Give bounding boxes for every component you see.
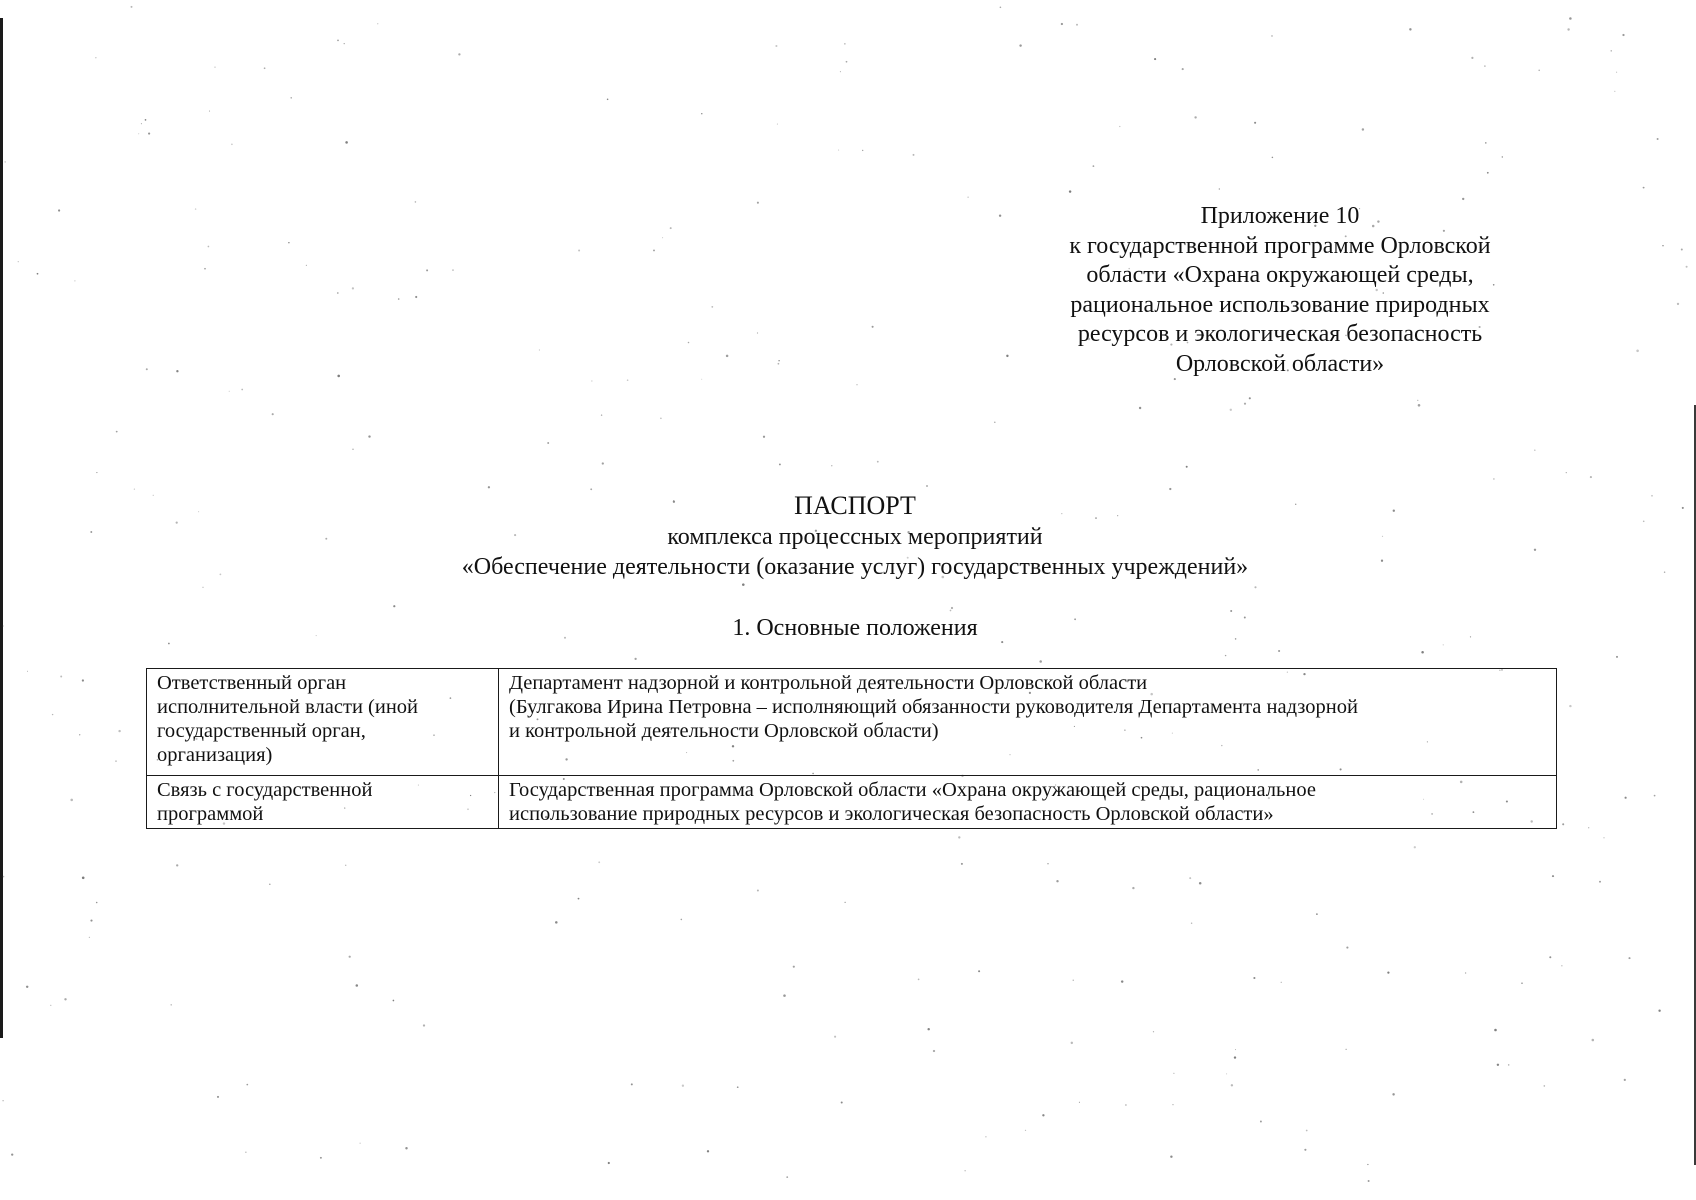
scan-speck (1025, 1130, 1026, 1131)
scan-speck (682, 1085, 684, 1087)
scan-speck (1182, 68, 1184, 70)
scan-speck (176, 521, 178, 523)
scan-speck (37, 273, 39, 275)
scan-speck (116, 431, 118, 433)
scan-speck (4, 161, 6, 163)
scan-speck (1042, 1114, 1044, 1116)
scan-speck (405, 1147, 407, 1149)
scan-speck (1470, 636, 1471, 637)
row-value-cell (499, 669, 1557, 776)
scan-speck (1417, 400, 1418, 401)
scan-speck (74, 280, 75, 281)
appendix-line: области «Охрана окружающей среды, (1086, 262, 1474, 288)
scan-speck (783, 994, 786, 997)
scan-speck (1681, 248, 1683, 250)
scan-speck (1567, 28, 1569, 30)
scan-speck (269, 884, 271, 886)
scan-speck (1544, 1085, 1546, 1087)
scan-speck (608, 1162, 610, 1164)
scan-speck (1421, 651, 1424, 654)
scan-speck (1139, 407, 1141, 409)
scan-speck (1622, 34, 1624, 36)
scan-speck (1219, 188, 1220, 189)
scan-speck (168, 643, 170, 645)
scan-speck (176, 864, 178, 866)
scan-speck (1549, 956, 1551, 958)
scan-speck (737, 1086, 739, 1088)
scan-speck (153, 495, 154, 496)
scan-speck (793, 966, 795, 968)
scan-speck (1194, 116, 1196, 118)
cell-text: Ответственный орган (157, 672, 347, 694)
scan-speck (1071, 1042, 1073, 1044)
scan-speck (1121, 980, 1123, 982)
scan-speck (711, 306, 713, 308)
scan-speck (1487, 172, 1489, 174)
scan-speck (1625, 797, 1627, 799)
scan-speck (999, 214, 1001, 216)
scan-speck (1346, 947, 1348, 949)
scan-speck (1616, 72, 1617, 73)
scan-speck (170, 1004, 171, 1005)
scan-speck (337, 40, 339, 42)
scan-speck (1254, 122, 1256, 124)
scan-speck (1471, 57, 1473, 59)
scan-speck (89, 937, 90, 938)
scan-speck (1199, 882, 1202, 885)
scan-speck (1588, 827, 1589, 828)
scan-speck (840, 71, 841, 72)
scan-speck (1592, 1039, 1595, 1042)
scan-speck (742, 583, 745, 586)
scan-speck (1636, 350, 1639, 353)
scan-speck (148, 133, 150, 135)
scan-speck (1119, 126, 1120, 127)
scan-speck (844, 43, 845, 44)
scan-speck (146, 368, 148, 370)
scan-speck (1000, 6, 1002, 8)
scan-speck (1230, 409, 1232, 411)
scan-speck (670, 227, 672, 229)
scan-speck (95, 57, 96, 58)
section-heading: 1. Основные положения (732, 615, 978, 641)
scan-speck (272, 413, 274, 415)
scan-speck (1534, 449, 1536, 451)
scan-speck (555, 921, 558, 924)
scan-speck (1484, 65, 1485, 66)
scan-speck (539, 349, 540, 350)
scan-speck (145, 119, 147, 121)
cell-text: организация) (157, 744, 273, 766)
scan-speck (1628, 957, 1630, 959)
scan-speck (398, 298, 400, 300)
scan-speck (777, 124, 778, 125)
scan-speck (377, 23, 378, 24)
cell-text: использование природных ресурсов и экологическая безопасность Орловской области» (509, 803, 1274, 825)
cell-text: программой (157, 803, 264, 825)
scan-speck (27, 671, 28, 672)
scan-speck (1651, 495, 1653, 497)
scan-speck (1561, 965, 1562, 966)
scan-speck (1244, 403, 1246, 405)
scan-speck (607, 99, 609, 101)
scan-speck (1657, 138, 1659, 140)
scan-speck (1409, 28, 1411, 30)
scan-speck (660, 417, 662, 419)
scan-speck (52, 714, 53, 715)
scan-speck (352, 449, 353, 450)
scan-speck (578, 249, 580, 251)
scan-speck (264, 67, 266, 69)
appendix-block (1030, 202, 1530, 379)
scan-speck (598, 861, 600, 863)
scan-speck (204, 268, 206, 270)
scan-speck (195, 208, 196, 209)
document-title: ПАСПОРТ (794, 491, 916, 520)
scan-speck (352, 287, 354, 289)
appendix-line: к государственной программе Орловской (1069, 232, 1491, 259)
scan-speck (862, 150, 863, 151)
scan-speck (1367, 1164, 1368, 1165)
scan-speck (306, 265, 307, 266)
scan-speck (1614, 91, 1615, 92)
row-label-cell (147, 669, 499, 776)
scan-speck (393, 1000, 395, 1002)
scan-speck (1225, 655, 1226, 656)
scan-speck (1465, 972, 1466, 973)
scan-speck (757, 332, 758, 333)
scan-speck (96, 902, 98, 904)
scan-speck (176, 370, 178, 372)
scan-speck (707, 1150, 709, 1152)
scan-speck (344, 43, 345, 44)
appendix-line: Орловской области» (1175, 350, 1385, 377)
document-subtitle: комплекса процессных мероприятий (667, 524, 1043, 550)
scan-speck (458, 53, 460, 55)
scan-speck (337, 375, 340, 378)
scan-speck (1235, 1049, 1236, 1050)
scan-speck (961, 863, 963, 865)
scan-speck (1254, 586, 1256, 588)
scan-speck (79, 734, 80, 735)
scan-speck (82, 877, 85, 880)
cell-text: и контрольной деятельности Орловской области) (509, 720, 939, 742)
scan-speck (345, 865, 346, 866)
scan-speck (653, 249, 655, 251)
scan-speck (50, 1005, 51, 1006)
scan-speck (345, 141, 348, 144)
scan-speck (1304, 1149, 1306, 1151)
scan-speck (681, 919, 683, 921)
cell-text: исполнительной власти (иной (157, 696, 419, 718)
scan-speck (1172, 1104, 1173, 1105)
scan-speck (1362, 128, 1364, 130)
scan-speck (1231, 1084, 1233, 1086)
scan-speck (426, 269, 428, 271)
scan-speck (337, 292, 339, 294)
scan-speck (1191, 923, 1192, 924)
scan-speck (1154, 58, 1156, 60)
scan-speck (368, 435, 370, 437)
scan-speck (393, 605, 395, 607)
scan-speck (1677, 303, 1679, 305)
scan-speck (1414, 846, 1416, 848)
scan-speck (631, 1083, 633, 1085)
scan-speck (1056, 880, 1058, 882)
scan-speck (26, 986, 28, 988)
scan-speck (688, 342, 690, 344)
scan-speck (1682, 507, 1684, 509)
scan-speck (1186, 466, 1188, 468)
scan-speck (452, 269, 453, 270)
scan-speck (1076, 24, 1078, 26)
scan-speck (1019, 44, 1021, 46)
scan-speck (1662, 245, 1663, 246)
scan-speck (90, 920, 92, 922)
scan-speck (1047, 863, 1048, 864)
scan-speck (1073, 980, 1074, 981)
scan-speck (967, 197, 968, 198)
scan-speck (82, 679, 84, 681)
document-title-block (300, 490, 1410, 582)
cell-text: государственный орган, (157, 720, 366, 742)
scan-speck (1603, 837, 1604, 838)
scan-speck (198, 511, 199, 512)
scan-speck (1173, 1073, 1174, 1074)
scan-speck (415, 201, 417, 203)
scan-speck (96, 472, 97, 473)
scan-speck (1271, 35, 1272, 36)
scan-speck (58, 209, 60, 211)
scan-speck (1189, 877, 1191, 879)
scan-speck (1566, 472, 1567, 473)
scan-speck (1226, 1073, 1227, 1074)
scan-speck (757, 202, 759, 204)
scan-speck (627, 379, 629, 381)
scan-speck (763, 436, 765, 438)
scan-speck (241, 389, 243, 391)
scan-speck (1590, 476, 1592, 478)
scan-speck (115, 760, 117, 762)
scan-speck (701, 113, 702, 114)
scan-speck (1061, 23, 1063, 25)
scan-speck (1132, 887, 1134, 889)
scan-speck (834, 1036, 836, 1038)
scan-speck (757, 889, 759, 891)
scan-speck (1443, 644, 1444, 645)
scan-speck (219, 573, 221, 575)
scan-speck (591, 380, 592, 381)
scan-speck (547, 442, 549, 444)
scan-speck (927, 1028, 929, 1030)
scan-speck (1562, 823, 1564, 825)
scan-speck (1616, 656, 1618, 658)
scan-speck (2, 1100, 3, 1101)
scan-speck (846, 61, 848, 63)
scan-speck (3, 876, 5, 878)
scan-speck (779, 463, 781, 465)
scan-speck (60, 676, 62, 678)
scan-speck (1230, 610, 1232, 612)
scan-speck (1093, 165, 1095, 167)
scan-speck (578, 898, 580, 900)
scan-speck (70, 799, 73, 802)
scan-speck (118, 730, 120, 732)
scan-speck (1494, 1029, 1497, 1032)
scan-speck (1611, 50, 1612, 51)
scan-speck (1368, 1180, 1370, 1182)
scan-speck (1079, 1102, 1080, 1103)
scan-speck (1686, 266, 1688, 268)
document-subtitle-name: «Обеспечение деятельности (оказание услуг) государственных учреждений» (461, 554, 1249, 580)
scan-speck (845, 902, 846, 903)
scan-speck (841, 1101, 843, 1103)
scan-speck (778, 360, 779, 361)
scan-speck (951, 607, 953, 609)
scan-speck (602, 462, 604, 464)
scan-speck (701, 379, 702, 380)
passport-table (146, 668, 1557, 829)
scan-speck (90, 531, 92, 533)
scan-speck (215, 67, 216, 68)
scan-speck (1462, 198, 1464, 200)
scan-speck (488, 486, 490, 488)
scan-speck (1260, 1121, 1262, 1123)
scan-speck (203, 587, 204, 588)
cell-text: (Булгакова Ирина Петровна – исполняющий обязанности руководителя Департамента надзорной (509, 696, 1358, 718)
scan-speck (985, 1136, 987, 1138)
scan-speck (415, 296, 417, 298)
cell-text: Государственная программа Орловской области «Охрана окружающей среды, рациональное (509, 779, 1316, 801)
scan-speck (838, 150, 839, 151)
scan-speck (1569, 17, 1572, 20)
scan-speck (965, 1170, 966, 1171)
scan-speck (662, 237, 663, 238)
scan-speck (1316, 913, 1318, 915)
scan-speck (1497, 1064, 1499, 1066)
scan-speck (831, 465, 832, 466)
scan-speck (1153, 1031, 1154, 1032)
scan-speck (1654, 795, 1656, 797)
scan-speck (1508, 1064, 1510, 1066)
scan-speck (1569, 705, 1571, 707)
scan-speck (1643, 520, 1645, 522)
row-label-cell (147, 776, 499, 829)
scan-speck (1624, 1079, 1626, 1081)
scan-speck (1125, 1104, 1127, 1106)
scan-speck (131, 6, 133, 8)
scan-speck (18, 261, 19, 262)
scan-speck (217, 1096, 219, 1098)
scan-speck (208, 246, 210, 248)
scan-speck (1599, 881, 1601, 883)
scan-speck (245, 1152, 246, 1153)
scan-speck (1170, 1155, 1172, 1157)
scan-speck (1493, 478, 1494, 479)
scan-speck (1272, 157, 1274, 159)
scan-speck (1538, 70, 1540, 72)
scan-speck (1278, 650, 1280, 652)
appendix-line: рациональное использование природных (1070, 291, 1490, 318)
scan-speck (1485, 142, 1487, 144)
scan-speck (3, 625, 4, 626)
scan-speck (877, 461, 879, 463)
cell-text: Департамент надзорной и контрольной деятельности Орловской области (509, 672, 1148, 694)
scan-speck (856, 384, 857, 385)
scan-speck (246, 1084, 248, 1086)
scan-speck (978, 970, 980, 972)
scan-speck (1658, 1010, 1660, 1012)
scan-speck (726, 355, 729, 358)
scan-speck (1069, 190, 1071, 192)
scan-speck (1552, 875, 1554, 877)
scan-speck (1521, 982, 1523, 984)
scan-speck (356, 984, 359, 987)
scan-speck (601, 414, 602, 415)
table-row (147, 669, 1557, 776)
scan-speck (11, 1153, 13, 1155)
scan-speck (138, 133, 139, 134)
scan-speck (1253, 977, 1255, 979)
scan-speck (320, 1157, 322, 1159)
scan-speck (926, 485, 928, 487)
scan-speck (141, 123, 142, 124)
scan-speck (918, 979, 920, 981)
scan-speck (1534, 549, 1536, 551)
scan-speck (1281, 982, 1282, 983)
scan-speck (950, 610, 952, 612)
scan-speck (994, 421, 996, 423)
scan-speck (290, 97, 291, 98)
scan-speck (1249, 397, 1251, 399)
scan-speck (872, 326, 874, 328)
scan-speck (1387, 971, 1389, 973)
scan-speck (913, 154, 915, 156)
scan-speck (1392, 1093, 1394, 1095)
scan-speck (231, 143, 233, 145)
cell-text: Связь с государственной (157, 779, 373, 801)
appendix-line: Приложение 10 (1200, 203, 1360, 229)
row-value-cell (499, 776, 1557, 829)
table-row (147, 776, 1557, 829)
scan-speck (778, 363, 780, 365)
scan-speck (775, 45, 777, 47)
scan-speck (1643, 187, 1645, 189)
scan-speck (958, 836, 960, 838)
scan-speck (229, 391, 230, 392)
scan-speck (360, 1143, 361, 1144)
scan-speck (209, 111, 210, 112)
appendix-line: ресурсов и экологическая безопасность (1077, 321, 1483, 347)
scan-speck (933, 1050, 935, 1052)
scan-speck (1234, 1056, 1236, 1058)
scan-speck (1664, 571, 1665, 572)
scan-speck (1006, 355, 1008, 357)
scan-speck (134, 488, 135, 489)
scan-speck (634, 658, 636, 660)
scan-speck (1346, 1049, 1347, 1050)
scan-speck (64, 998, 66, 1000)
scan-speck (1502, 156, 1503, 157)
scan-speck (423, 1024, 425, 1026)
scan-speck (1306, 1130, 1308, 1132)
scan-speck (1418, 404, 1421, 407)
scan-speck (349, 956, 351, 958)
scan-speck (1039, 660, 1042, 663)
scan-speck (786, 1176, 788, 1178)
scan-speck (288, 242, 289, 243)
